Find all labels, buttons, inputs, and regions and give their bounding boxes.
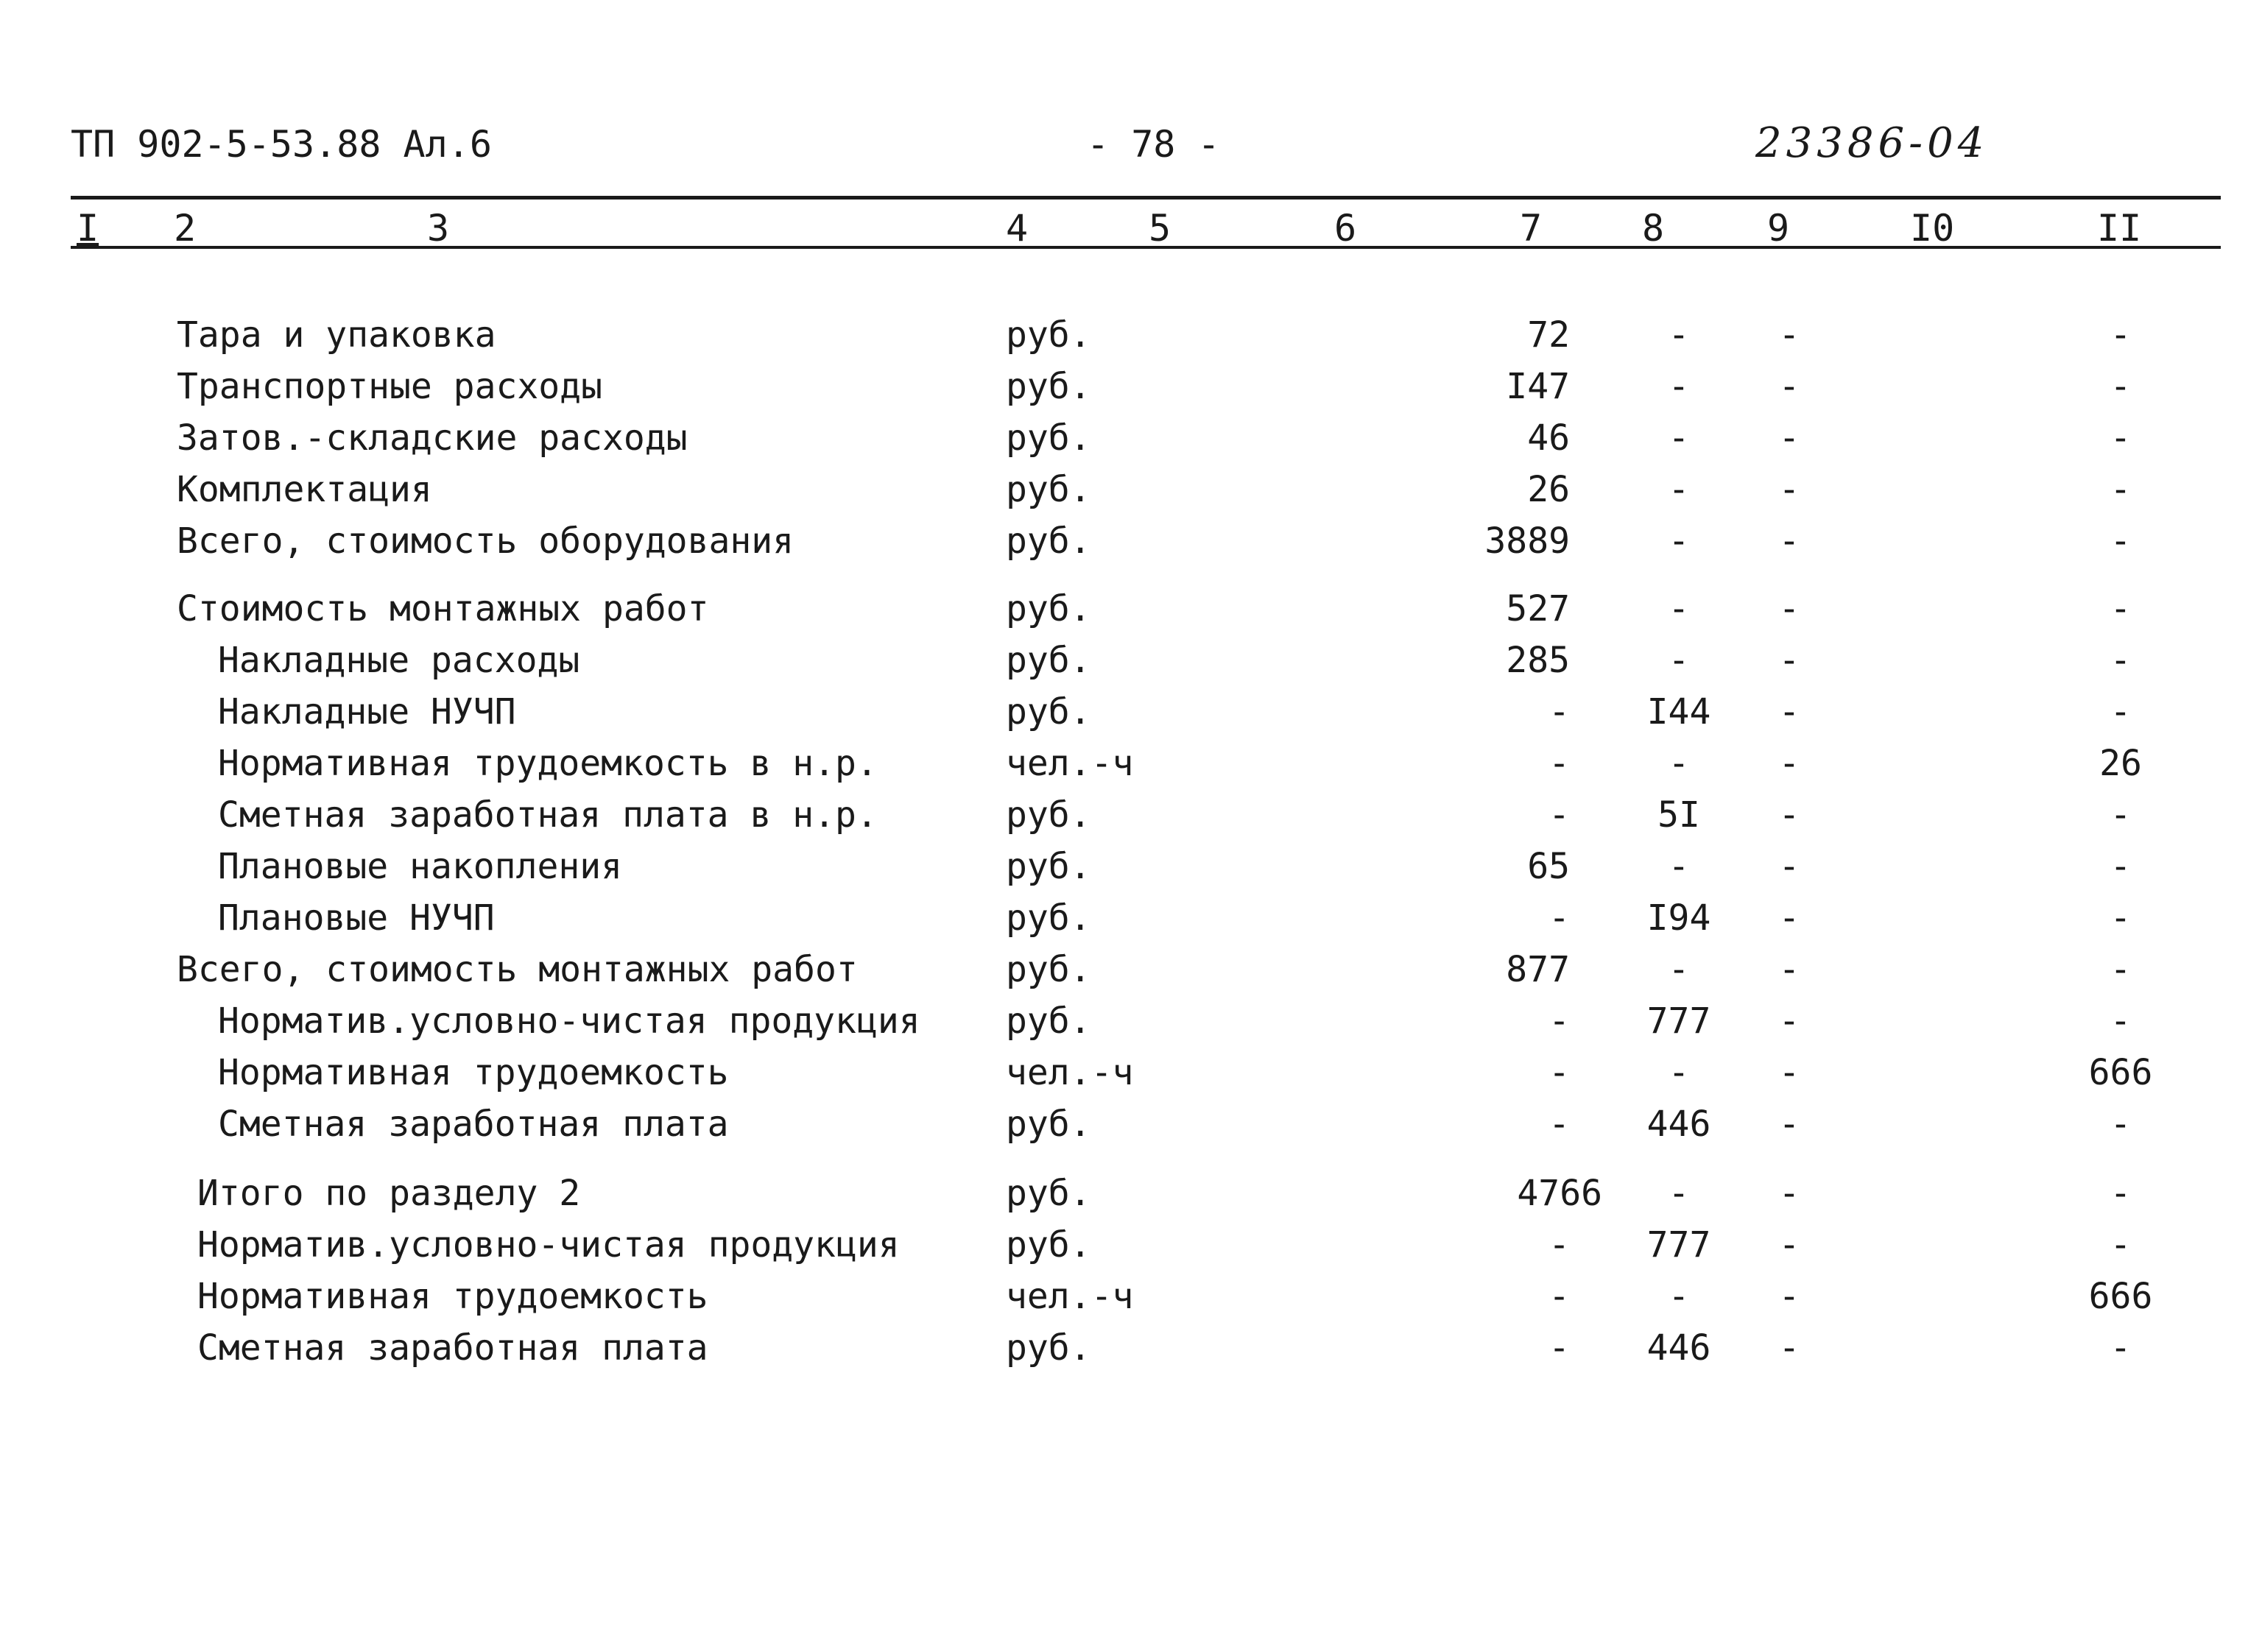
page-number: - 78 - xyxy=(1087,123,1220,166)
table-row xyxy=(0,741,2262,786)
row-col7: 285 xyxy=(1506,640,1570,681)
row-col9: - xyxy=(1778,1276,1800,1317)
header-bottom-rule xyxy=(71,246,2221,249)
row-col8: - xyxy=(1668,417,1690,459)
row-col11: - xyxy=(2110,520,2132,562)
row-col11: - xyxy=(2110,897,2132,939)
row-col11: - xyxy=(2110,588,2132,629)
row-col8: - xyxy=(1668,469,1690,510)
row-col7: - xyxy=(1548,743,1570,784)
row-unit: руб. xyxy=(1006,417,1091,459)
row-col8: 777 xyxy=(1646,1000,1711,1042)
row-col11: - xyxy=(2110,314,2132,356)
table-row xyxy=(0,1050,2262,1095)
row-col7: 46 xyxy=(1527,417,1570,459)
row-col11: 26 xyxy=(2099,743,2142,784)
table-row xyxy=(0,792,2262,838)
row-col7: 877 xyxy=(1506,949,1570,990)
row-col9: - xyxy=(1778,588,1800,629)
row-label: Итого по разделу 2 xyxy=(197,1173,581,1214)
row-unit: руб. xyxy=(1006,588,1091,629)
column-number: 2 xyxy=(174,207,197,250)
row-label: Накладные расходы xyxy=(218,640,580,681)
row-col8: - xyxy=(1668,314,1690,356)
row-col8: - xyxy=(1668,1052,1690,1093)
row-label: Нормативная трудоемкость в н.р. xyxy=(218,743,878,784)
row-col9: - xyxy=(1778,1327,1800,1369)
row-col11: - xyxy=(2110,794,2132,836)
row-label: Всего, стоимость оборудования xyxy=(177,520,794,562)
column-number: 6 xyxy=(1334,207,1357,250)
row-label: Норматив.условно-чистая продукция xyxy=(197,1224,900,1266)
row-col7: 4766 xyxy=(1517,1173,1602,1214)
row-col7: 26 xyxy=(1527,469,1570,510)
table-row xyxy=(0,1171,2262,1216)
handwritten-inventory-number: 23386-04 xyxy=(1755,119,1989,167)
row-col11: - xyxy=(2110,691,2132,733)
row-col7: 3889 xyxy=(1484,520,1570,562)
row-unit: руб. xyxy=(1006,1000,1091,1042)
row-col9: - xyxy=(1778,1104,1800,1145)
column-number: 3 xyxy=(427,207,450,250)
row-unit: руб. xyxy=(1006,1104,1091,1145)
row-label: Норматив.условно-чистая продукция xyxy=(218,1000,920,1042)
row-unit: чел.-ч xyxy=(1006,1276,1134,1317)
row-col9: - xyxy=(1778,949,1800,990)
row-col11: - xyxy=(2110,1173,2132,1214)
row-col9: - xyxy=(1778,897,1800,939)
row-unit: руб. xyxy=(1006,1327,1091,1369)
table-row xyxy=(0,364,2262,409)
row-label: Транспортные расходы xyxy=(177,366,602,407)
row-unit: руб. xyxy=(1006,691,1091,733)
row-col11: - xyxy=(2110,640,2132,681)
row-col9: - xyxy=(1778,1224,1800,1266)
column-number: 9 xyxy=(1767,207,1790,250)
row-col9: - xyxy=(1778,691,1800,733)
row-unit: руб. xyxy=(1006,314,1091,356)
row-col8: - xyxy=(1668,640,1690,681)
row-col8: - xyxy=(1668,1173,1690,1214)
column-number: 4 xyxy=(1006,207,1029,250)
row-col8: 5I xyxy=(1657,794,1700,836)
row-col7: - xyxy=(1548,794,1570,836)
row-unit: руб. xyxy=(1006,469,1091,510)
row-label: Комплектация xyxy=(177,469,432,510)
row-col9: - xyxy=(1778,1173,1800,1214)
row-col7: - xyxy=(1548,691,1570,733)
column-number: I xyxy=(77,207,99,250)
column-number: 5 xyxy=(1149,207,1171,250)
document-code: ТП 902-5-53.88 Ал.6 xyxy=(71,123,492,166)
row-col7: I47 xyxy=(1506,366,1570,407)
table-row xyxy=(0,998,2262,1044)
row-col9: - xyxy=(1778,794,1800,836)
row-col11: 666 xyxy=(2088,1052,2153,1093)
row-col9: - xyxy=(1778,846,1800,887)
row-col8: - xyxy=(1668,588,1690,629)
row-label: Плановые НУЧП xyxy=(218,897,495,939)
table-row xyxy=(0,947,2262,992)
row-label: Накладные НУЧП xyxy=(218,691,516,733)
table-row xyxy=(0,895,2262,941)
row-col7: - xyxy=(1548,1276,1570,1317)
row-col8: - xyxy=(1668,520,1690,562)
row-unit: руб. xyxy=(1006,1224,1091,1266)
column-number: 8 xyxy=(1642,207,1665,250)
row-col7: - xyxy=(1548,1224,1570,1266)
row-col9: - xyxy=(1778,314,1800,356)
row-col9: - xyxy=(1778,1052,1800,1093)
row-col8: - xyxy=(1668,949,1690,990)
row-col11: - xyxy=(2110,1327,2132,1369)
table-row xyxy=(0,1222,2262,1268)
row-unit: чел.-ч xyxy=(1006,1052,1134,1093)
row-col11: - xyxy=(2110,417,2132,459)
row-unit: руб. xyxy=(1006,1173,1091,1214)
row-label: Сметная заработная плата xyxy=(218,1104,729,1145)
row-col8: - xyxy=(1668,366,1690,407)
row-col8: - xyxy=(1668,846,1690,887)
top-rule xyxy=(71,196,2221,200)
row-col11: - xyxy=(2110,949,2132,990)
row-col9: - xyxy=(1778,417,1800,459)
row-col9: - xyxy=(1778,469,1800,510)
row-col8: 446 xyxy=(1646,1104,1711,1145)
row-col11: - xyxy=(2110,1104,2132,1145)
row-col11: - xyxy=(2110,846,2132,887)
row-col7: 72 xyxy=(1527,314,1570,356)
row-col9: - xyxy=(1778,640,1800,681)
row-col7: - xyxy=(1548,897,1570,939)
row-col9: - xyxy=(1778,520,1800,562)
row-col7: - xyxy=(1548,1327,1570,1369)
row-unit: руб. xyxy=(1006,949,1091,990)
table-row xyxy=(0,1325,2262,1371)
row-col9: - xyxy=(1778,1000,1800,1042)
row-col7: - xyxy=(1548,1052,1570,1093)
row-label: Сметная заработная плата xyxy=(197,1327,708,1369)
table-row xyxy=(0,1274,2262,1319)
table-row xyxy=(0,844,2262,889)
row-col11: - xyxy=(2110,469,2132,510)
row-label: Тара и упаковка xyxy=(177,314,496,356)
row-col7: 65 xyxy=(1527,846,1570,887)
row-label: Нормативная трудоемкость xyxy=(218,1052,729,1093)
row-col7: - xyxy=(1548,1000,1570,1042)
table-row xyxy=(0,467,2262,512)
row-col11: - xyxy=(2110,1224,2132,1266)
row-col11: - xyxy=(2110,1000,2132,1042)
row-col11: - xyxy=(2110,366,2132,407)
table-row xyxy=(0,638,2262,683)
table-row xyxy=(0,1101,2262,1147)
row-col7: - xyxy=(1548,1104,1570,1145)
table-row xyxy=(0,312,2262,358)
column-number: 7 xyxy=(1520,207,1543,250)
row-label: Всего, стоимость монтажных работ xyxy=(177,949,858,990)
column-number: II xyxy=(2097,207,2142,250)
row-unit: руб. xyxy=(1006,897,1091,939)
row-label: Сметная заработная плата в н.р. xyxy=(218,794,878,836)
row-unit: руб. xyxy=(1006,366,1091,407)
row-col8: - xyxy=(1668,1276,1690,1317)
row-label: Затов.-складские расходы xyxy=(177,417,688,459)
row-col9: - xyxy=(1778,366,1800,407)
row-label: Нормативная трудоемкость xyxy=(197,1276,708,1317)
table-row xyxy=(0,586,2262,632)
row-col11: 666 xyxy=(2088,1276,2153,1317)
row-col8: I94 xyxy=(1646,897,1711,939)
column-number: I0 xyxy=(1910,207,1955,250)
row-col9: - xyxy=(1778,743,1800,784)
row-label: Стоимость монтажных работ xyxy=(177,588,709,629)
row-unit: руб. xyxy=(1006,794,1091,836)
table-row xyxy=(0,518,2262,564)
row-unit: руб. xyxy=(1006,520,1091,562)
row-label: Плановые накопления xyxy=(218,846,623,887)
row-col8: 777 xyxy=(1646,1224,1711,1266)
table-row xyxy=(0,689,2262,735)
table-row xyxy=(0,415,2262,461)
row-unit: чел.-ч xyxy=(1006,743,1134,784)
row-col8: 446 xyxy=(1646,1327,1711,1369)
row-unit: руб. xyxy=(1006,846,1091,887)
row-col7: 527 xyxy=(1506,588,1570,629)
row-col8: I44 xyxy=(1646,691,1711,733)
row-col8: - xyxy=(1668,743,1690,784)
row-unit: руб. xyxy=(1006,640,1091,681)
